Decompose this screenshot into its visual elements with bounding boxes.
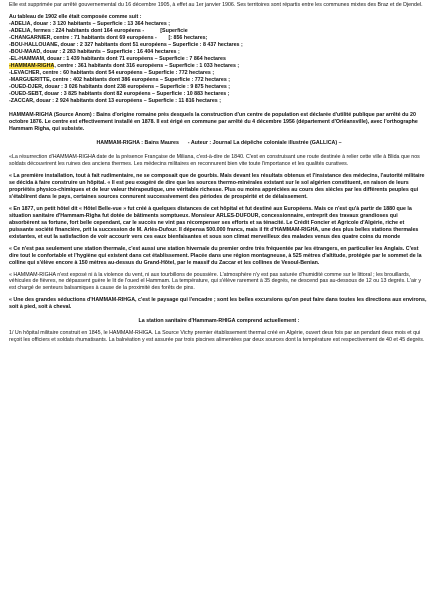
section-heading-2: La station sanitaire d'Hammam-RHIGA comprend actuellement :: [138, 318, 300, 325]
list-item-name: -BOU-MAAD: [9, 48, 41, 55]
list-item: [9, 70, 429, 77]
list-item: [9, 28, 429, 35]
list-item: [9, 98, 429, 105]
heading-source: - Auteur : Journal La dépêche coloniale illustrée (GALLICA) –: [187, 139, 342, 146]
list-item-text: , douar : 2 327 habitants dont 51 européens – Superficie : 8 437 hectares ;: [57, 41, 243, 48]
list-item: [9, 77, 429, 84]
list-item-name: -LEVACHER: [9, 69, 40, 76]
list-item-highlighted: [9, 63, 429, 70]
list-item: [9, 21, 429, 28]
list-item-name: -CHANGARNIER: [9, 34, 51, 41]
list-item-text: , fermes : 224 habitants dont 164 européens - [Superficie: [30, 27, 188, 34]
list-item-name: -EL-HAMMAM: [9, 55, 45, 62]
paragraph-2: « La première installation, tout à fait rudimentaire, ne se composait que de gourbis. Mais devant les résultats obtenus et l'insistance des médecins, l'autorité militaire se décida à faire construire un hôpital. « Il est peu exagéré de dire que les sources thermo-minérales existant sur le sol algérien constituent, en raison de leurs propriétés physico-chimiques et de leur valeur thérapeutique, une véritable richesse. Plus ou moins appréciées au cours des siècles par les différents peuples qui s'établirent dans le pays, certaines sources connurent successivement des périodes de prospérité et de délaissement.: [9, 172, 425, 200]
paragraph-7: 1/ Un hôpital militaire construit en 1845, le HAMMAM-RHIGA. La Source Vichy premier établissement thermal créé en Algérie, ouvert deux fois par an pendant deux mois et qui reçoit les officiers et soldats rhumatisants. La balnéation y est assurée par trois piscines alimentées par deux sources dont la température est respectivement de 40 et 45 degrés.: [9, 330, 425, 344]
list-item-name: -ADELIA: [9, 27, 31, 34]
list-item-name: -HAMMAM-RIGHA: [9, 62, 55, 69]
list-item: [9, 42, 429, 49]
list-item: [9, 49, 429, 56]
list-item-text: , centre : 361 habitants dont 316 européens – Superficie : 1 033 hectares ;: [54, 62, 240, 69]
list-item-text: , douar : 3 825 habitants dont 82 européens – Superficie : 10 883 hectares ;: [41, 90, 230, 97]
list-item-text: , centre : 71 habitants dont 69 européens - [: 856 hectares;: [50, 34, 208, 41]
list-title: Au tableau de 1902 elle était composée comme suit :: [9, 13, 142, 20]
list-item-text: , douar : 3 120 habitants – Superficie : 13 364 hectares ;: [30, 20, 171, 27]
heading-title: HAMMAM-RIGHA : Bains Maures: [96, 139, 179, 146]
list-item-text: , centre : 60 habitants dont 54 européens – Superficie : 772 hectares ;: [39, 69, 215, 76]
list-item-text: , centre : 402 habitants dont 386 européens – Superficie : 772 hectares ;: [49, 76, 231, 83]
list-item: [9, 91, 429, 98]
paragraph-1: «La résurrection d'HAMMAM-RIGHA date de la présence Française de Miliana, c'est-à-dire de 1840. C'est en construisant une route destinée à relier cette ville à Blida que nos soldats découvrirent les ruines des anciens thermes. Les médecins militaires en reconnurent bien vite toute l'importance et les qualités curatives.: [9, 153, 420, 167]
intro-paragraph: Elle est supprimée par arrêté gouvernemental du 16 décembre 1905, à effet au 1er janvier 1906. Ses territoires sont répartis entre les communes mixtes des Braz et de Djendel.: [9, 2, 423, 8]
list-item: [9, 35, 429, 42]
commune-list: [9, 21, 429, 105]
list-item-name: -ZACCAR: [9, 97, 34, 104]
section-heading: [9, 140, 429, 147]
list-item-name: -BOU-HALLOUANE: [9, 41, 58, 48]
list-item-name: -ADELIA: [9, 20, 31, 27]
paragraph-5: « HAMMAM-RIGHA n'est exposé ni à la violence du vent, ni aux tourbillons de poussière. L'atmosphère n'y est pas saturée d'humidité comme sur le littoral ; les brouillards, véhicules de fièvres, ne dépassent guère le lit de l'oued el Hammam. La température, qui s'élève rarement à 35 degrés, ne descend pas au-dessous de 12 ou 13 degrés. L'air y est chargé de senteurs balsamiques à cause de la proximité des forêts de pins.: [9, 271, 422, 292]
list-item-text: , douar : 2 924 habitants dont 13 européens – Superficie : 11 816 hectares ;: [33, 97, 221, 104]
paragraph-6: « Une des grandes séductions d'HAMMAM-RIHGA, c'est le paysage qui l'encadre ; sont les belles excursions qu'on peut faire dans toutes les directions aux environs, soit à pied, soit à cheval.: [9, 297, 427, 311]
list-item-name: -MARGUERITTE: [9, 76, 50, 83]
list-item-name: -OUED-DJER: [9, 83, 42, 90]
list-item: [9, 84, 429, 91]
list-item-name: -OUED-SEBT: [9, 90, 42, 97]
list-item-text: , douar : 1 439 habitants dont 71 européens – Superficie : 7 864 hectares: [44, 55, 226, 62]
list-item-text: , douar : 3 026 habitants dont 238 européens – Superficie : 9 875 hectares ;: [41, 83, 231, 90]
list-item: [9, 56, 429, 63]
source-paragraph: HAMMAM-RIGHA (Source Anom) : Bains d'origine romaine près desquels la construction d'un centre de population est déclarée d'utilité publique par arrêté du 20 octobre 1876. Le centre est effectivement installé en 1878. Il est érigé en commune par arrêté du 4 décembre 1956 (département d'Orléansville), avec l'orthographe Hammam Righa, qui subsiste.: [9, 111, 418, 132]
list-item-text: , douar : 2 283 habitants – Superficie : 16 404 hectares ;: [40, 48, 180, 55]
paragraph-3: « En 1877, un petit hôtel dit « Hôtel Belle-vue » fut créé à quelques distances de cet hôpital et fut destiné aux Européens. Mais ce n'est qu'à partir de 1880 que la situation sanitaire d'Hammam-Righa fut dotée de bâtiments somptueux. Monsieur ARLES-DUFOUR, concessionnaire, entreprit des travaux grandioses qui absorbèrent sa fortune, fort belle cependant, car le succès ne vint pas récompenser ses efforts et sa ténacité. Le Crédit Foncier et Agricole d'Algérie, riche et puissante société financière, prit la succession de M. Arlès-Dufour. Il dépensa 500.000 francs, mais il fit d'HAMMAM-RIGHA, une des plus belles stations thermales existantes, et eut la satisfaction de voir accourir vers ces eaux bienfaisantes et sous son climat merveilleux des malades venus des quatre coins du monde: [9, 205, 419, 240]
paragraph-4: « Ce n'est pas seulement une station thermale, c'est aussi une station hivernale du premier ordre très fréquentée par les étrangers, en particulier les Anglais. C'est dire tout le confortable et l'hygiène qui existent dans cet établissement. Placée dans une région montagneuse, à 525 mètres d'altitude, protégée par le sommet de la colline qui s'élève encore à 150 mètres au-dessus du Grand-Hôtel, par le massif du Zaccar et les collines de Vesoul-Benian.: [9, 245, 422, 266]
